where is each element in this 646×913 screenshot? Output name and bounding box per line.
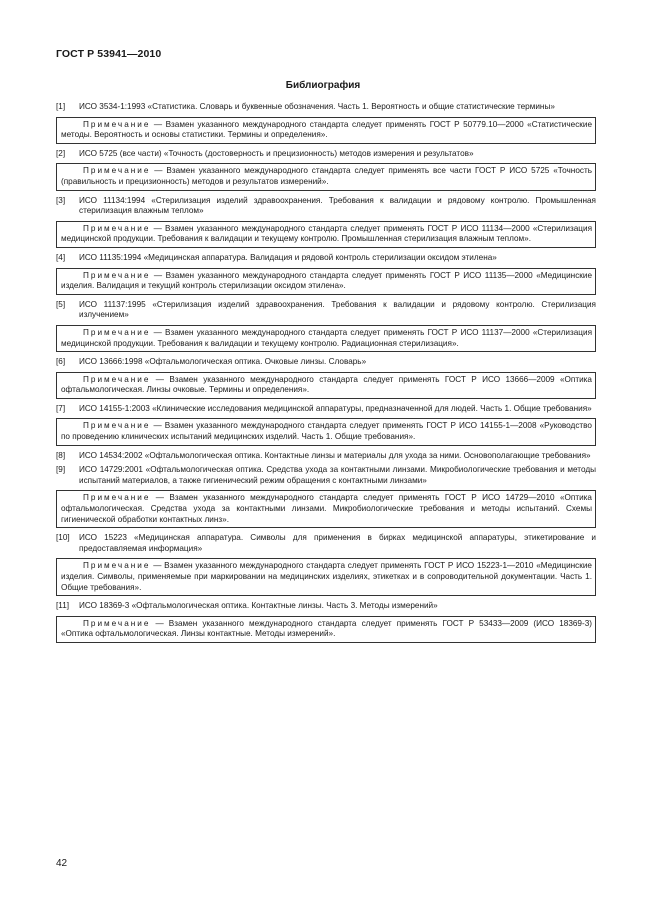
note-text: — Взамен указанного международного стандарта следует применять все части ГОСТ Р ИСО 5725 «Точность (правильность и прецизионность) методов и результатов измерений». [61, 166, 592, 186]
entry-number: [9] [56, 465, 66, 475]
note-text: — Взамен указанного международного стандарта следует применять ГОСТ Р 53433—2009 (ИСО 18369-3) «Оптика офтальмологическая. Линзы контактные. Методы измерений». [61, 618, 592, 639]
note-text: — Взамен указанного международного стандарта следует применять ГОСТ Р ИСО 13666—2009 «Оптика офтальмологическая. Линзы очковые. Термины и определения». [61, 374, 592, 395]
note-box [56, 117, 596, 144]
entry-text: ИСО 11137:1995 «Стерилизация изделий здравоохранения. Требования к валидации и рядовому контролю. Стерилизация излучением» [79, 299, 596, 320]
entry-number: [11] [56, 601, 70, 611]
page-title: Библиография [285, 80, 361, 91]
note-text: — Взамен указанного международного стандарта следует применять ГОСТ Р 50779.10—2000 «Статистические методы. Вероятность и основы статистики. Термины и определения». [61, 119, 592, 140]
bibliography-entry-10 [56, 533, 596, 596]
page-number: 42 [56, 858, 68, 869]
entry-text: ИСО 13666:1998 «Офтальмологическая оптика. Очковые линзы. Словарь» [79, 357, 367, 367]
bibliography-list [56, 102, 596, 648]
entry-number: [8] [56, 450, 66, 460]
note-text: — Взамен указанного международного стандарта следует применять ГОСТ Р ИСО 15223-1—2010 «Медицинские изделия. Символы, применяемые при маркировании на медицинских изделиях, этикетках и в сопроводительной документации. Часть 1. Общие требования». [61, 561, 592, 592]
document-header: ГОСТ Р 53941—2010 [56, 48, 162, 60]
note-label: Примечание [83, 270, 151, 280]
note-label: Примечание [83, 166, 151, 176]
entry-text: ИСО 14155-1:2003 «Клинические исследования медицинской аппаратуры, предназначенной для людей. Часть 1. Общие требования» [79, 403, 592, 413]
entry-number: [1] [56, 102, 66, 111]
note-box [56, 372, 596, 399]
bibliography-entry-6 [56, 357, 596, 399]
note-text: — Взамен указанного международного стандарта следует применять ГОСТ Р ИСО 14729—2010 «Оптика офтальмологическая. Средства ухода за контактными линзами. Микробиологические требования и методы испытаний. Схемы гигиенической обработки контактных линз». [61, 493, 592, 524]
entry-text: ИСО 11135:1994 «Медицинская аппаратура. Валидация и рядовой контроль стерилизации оксидом этилена» [79, 252, 497, 262]
note-label: Примечание [83, 421, 151, 431]
bibliography-entry-2 [56, 149, 596, 191]
note-box [56, 490, 596, 528]
entry-text: ИСО 14729:2001 «Офтальмологическая оптика. Средства ухода за контактными линзами. Микробиологические требования и методы испытаний материалов, а также гигиенический режим обращения с контактными линзами» [79, 465, 596, 485]
bibliography-entry-5 [56, 300, 596, 352]
entry-number: [4] [56, 252, 66, 262]
entry-text: ИСО 3534-1:1993 «Статистика. Словарь и буквенные обозначения. Часть 1. Вероятность и общие статистические термины» [79, 102, 555, 111]
note-label: Примечание [83, 493, 151, 503]
bibliography-entry-7 [56, 404, 596, 446]
note-box [56, 163, 596, 190]
note-label: Примечание [83, 119, 151, 129]
entry-number: [3] [56, 195, 66, 205]
note-label: Примечание [83, 327, 151, 337]
note-text: — Взамен указанного международного стандарта следует применять ГОСТ Р ИСО 11137—2000 «Стерилизация медицинской продукции. Требования к валидации и текущему контролю. Радиационная стерилизация». [61, 327, 593, 348]
note-box [56, 221, 596, 248]
note-label: Примечание [83, 223, 151, 233]
note-text: — Взамен указанного международного стандарта следует применять ГОСТ Р ИСО 11135—2000 «Медицинские изделия. Валидация и текущий контроль стерилизации оксидом этилена». [61, 270, 592, 291]
note-text: — Взамен указанного международного стандарта следует применять ГОСТ Р ИСО 11134—2000 «Стерилизация медицинской продукции. Требования к валидации и текущему контролю. Промышленная стерилизация влажным теплом». [61, 223, 593, 244]
bibliography-entry-9 [56, 465, 596, 528]
entry-number: [6] [56, 357, 66, 367]
entry-text: ИСО 18369-3 «Офтальмологическая оптика. Контактные линзы. Часть 3. Методы измерений» [79, 601, 438, 611]
entry-text: ИСО 15223 «Медицинская аппаратура. Символы для применения в бирках медицинской аппаратуры, этикетирование и предоставляемая информация» [79, 533, 596, 553]
entry-number: [10] [56, 533, 70, 543]
bibliography-entry-11 [56, 601, 596, 643]
note-box [56, 325, 596, 352]
note-box [56, 616, 596, 643]
note-box [56, 418, 596, 445]
entry-number: [5] [56, 299, 66, 309]
bibliography-entry-3 [56, 196, 596, 248]
entry-text: ИСО 14534:2002 «Офтальмологическая оптика. Контактные линзы и материалы для ухода за ними. Основополагающие требования» [79, 450, 591, 460]
note-label: Примечание [83, 561, 151, 571]
entry-number: [2] [56, 148, 66, 158]
bibliography-entry-1 [56, 102, 596, 144]
entry-text: ИСО 5725 (все части) «Точность (достоверность и прецизионность) методов измерения и результатов» [79, 148, 474, 158]
entry-number: [7] [56, 403, 66, 413]
note-label: Примечание [83, 374, 151, 384]
bibliography-entry-8 [56, 451, 596, 462]
note-box [56, 268, 596, 295]
bibliography-entry-4 [56, 253, 596, 295]
note-label: Примечание [83, 618, 151, 628]
entry-text: ИСО 11134:1994 «Стерилизация изделий здравоохранения. Требования к валидации и рядовому контролю. Промышленная стерилизация влажным теплом» [79, 195, 596, 216]
note-text: — Взамен указанного международного стандарта следует применять ГОСТ Р ИСО 14155-1—2008 «Руководство по проведению клинических испытаний медицинских изделий. Часть 1. Общие требования». [61, 421, 592, 442]
note-box [56, 558, 596, 596]
